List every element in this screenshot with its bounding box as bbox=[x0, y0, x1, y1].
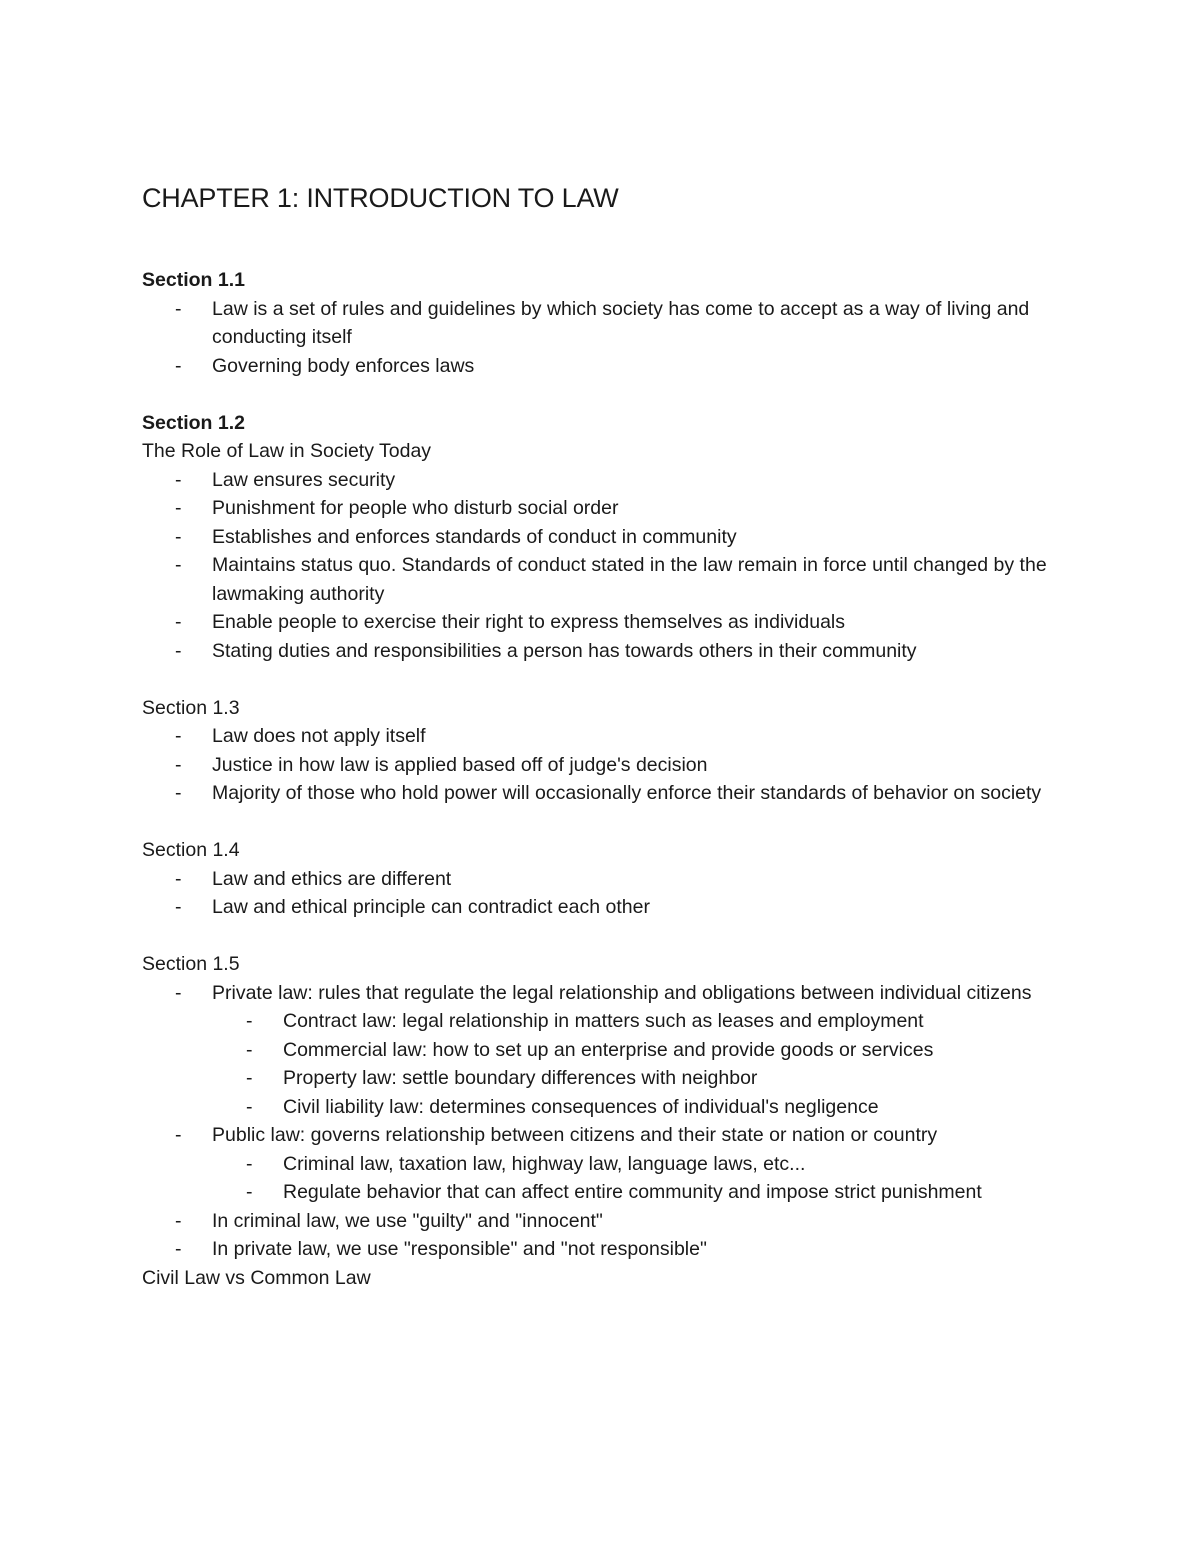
list-item-text: Contract law: legal relationship in matters such as leases and employment bbox=[283, 1010, 924, 1032]
nested-list-item bbox=[142, 1150, 1102, 1179]
section-heading: Section 1.1 bbox=[142, 269, 245, 291]
bullet-list bbox=[142, 722, 1102, 808]
list-item-text: Property law: settle boundary differences with neighbor bbox=[283, 1067, 758, 1089]
list-item-text: Governing body enforces laws bbox=[212, 354, 475, 377]
list-item-text: Law is a set of rules and guidelines by which society has come to accept as a way of living and conducting itself bbox=[212, 297, 1030, 348]
list-item bbox=[142, 1207, 1102, 1236]
list-item-text: Private law: rules that regulate the legal relationship and obligations between individual citizens bbox=[212, 981, 1032, 1004]
section-heading: Section 1.3 bbox=[142, 696, 240, 719]
section-heading: Section 1.2 bbox=[142, 411, 245, 434]
section-1-2 bbox=[142, 409, 1102, 666]
section-1-1 bbox=[142, 266, 1102, 380]
list-item bbox=[142, 551, 1102, 608]
list-item-text: In criminal law, we use "guilty" and "innocent" bbox=[212, 1209, 603, 1232]
list-item-text: Commercial law: how to set up an enterprise and provide goods or services bbox=[283, 1038, 934, 1061]
list-item bbox=[142, 466, 1102, 495]
section-1-3 bbox=[142, 694, 1102, 808]
list-item-text: Law and ethical principle can contradict each other bbox=[212, 896, 650, 918]
dash-bullet: - bbox=[246, 1095, 253, 1118]
list-item bbox=[142, 1235, 1102, 1264]
bullet-list bbox=[142, 466, 1102, 666]
list-item-text: Regulate behavior that can affect entire community and impose strict punishment bbox=[283, 1181, 982, 1203]
list-item bbox=[142, 722, 1102, 751]
nested-bullet-list bbox=[142, 1007, 1102, 1121]
dash-bullet: - bbox=[246, 1067, 253, 1089]
dash-bullet: - bbox=[175, 497, 182, 519]
section-heading: Section 1.5 bbox=[142, 953, 240, 975]
list-item-text: Punishment for people who disturb social order bbox=[212, 497, 619, 519]
list-item-text: Justice in how law is applied based off of judge's decision bbox=[212, 753, 708, 776]
dash-bullet: - bbox=[175, 1124, 182, 1146]
nested-list-item bbox=[142, 1064, 1102, 1093]
nested-list-item bbox=[142, 1036, 1102, 1065]
nested-list-item bbox=[142, 1178, 1102, 1207]
list-item bbox=[142, 494, 1102, 523]
list-item bbox=[142, 979, 1102, 1008]
list-item-text: Law does not apply itself bbox=[212, 725, 426, 747]
chapter-title: CHAPTER 1: INTRODUCTION TO LAW bbox=[142, 183, 619, 213]
bullet-list bbox=[142, 1207, 1102, 1264]
list-item bbox=[142, 1121, 1102, 1150]
dash-bullet: - bbox=[175, 525, 182, 548]
section-1-4 bbox=[142, 836, 1102, 922]
document-page bbox=[142, 178, 1102, 1321]
list-item-text: Public law: governs relationship between citizens and their state or nation or country bbox=[212, 1124, 938, 1146]
section-heading: Section 1.4 bbox=[142, 839, 240, 861]
section-subheading: The Role of Law in Society Today bbox=[142, 440, 432, 462]
dash-bullet: - bbox=[175, 554, 182, 576]
dash-bullet: - bbox=[175, 354, 182, 377]
bullet-list bbox=[142, 979, 1102, 1008]
dash-bullet: - bbox=[175, 468, 182, 491]
dash-bullet: - bbox=[175, 639, 182, 662]
dash-bullet: - bbox=[175, 867, 182, 890]
dash-bullet: - bbox=[246, 1181, 253, 1203]
list-item-text: Enable people to exercise their right to express themselves as individuals bbox=[212, 611, 846, 633]
list-item bbox=[142, 523, 1102, 552]
nested-list-item bbox=[142, 1007, 1102, 1036]
list-item-text: Law and ethics are different bbox=[212, 867, 452, 890]
dash-bullet: - bbox=[246, 1152, 253, 1175]
bullet-list bbox=[142, 1121, 1102, 1150]
list-item bbox=[142, 608, 1102, 637]
list-item bbox=[142, 295, 1102, 352]
list-item-text: Civil liability law: determines consequences of individual's negligence bbox=[283, 1095, 879, 1118]
list-item-text: Stating duties and responsibilities a person has towards others in their community bbox=[212, 639, 917, 662]
dash-bullet: - bbox=[175, 725, 182, 747]
list-item-text: Criminal law, taxation law, highway law, language laws, etc... bbox=[283, 1152, 806, 1175]
list-item-text: In private law, we use "responsible" and "not responsible" bbox=[212, 1238, 707, 1260]
list-item bbox=[142, 637, 1102, 666]
dash-bullet: - bbox=[175, 896, 182, 918]
list-item bbox=[142, 352, 1102, 381]
list-item bbox=[142, 865, 1102, 894]
list-item-text: Establishes and enforces standards of conduct in community bbox=[212, 525, 737, 548]
section-1-5 bbox=[142, 950, 1102, 1292]
dash-bullet: - bbox=[175, 1209, 182, 1232]
dash-bullet: - bbox=[175, 981, 182, 1004]
dash-bullet: - bbox=[175, 1238, 182, 1260]
dash-bullet: - bbox=[246, 1010, 253, 1032]
trailing-heading: Civil Law vs Common Law bbox=[142, 1266, 371, 1289]
dash-bullet: - bbox=[246, 1038, 253, 1061]
list-item bbox=[142, 893, 1102, 922]
list-item-text: Law ensures security bbox=[212, 468, 396, 491]
list-item bbox=[142, 779, 1102, 808]
bullet-list bbox=[142, 865, 1102, 922]
list-item bbox=[142, 751, 1102, 780]
dash-bullet: - bbox=[175, 611, 182, 633]
nested-bullet-list bbox=[142, 1150, 1102, 1207]
bullet-list bbox=[142, 295, 1102, 381]
dash-bullet: - bbox=[175, 782, 182, 804]
list-item-text: Maintains status quo. Standards of conduct stated in the law remain in force until changed by the lawmaking authority bbox=[212, 554, 1047, 605]
list-item-text: Majority of those who hold power will occasionally enforce their standards of behavior on society bbox=[212, 782, 1042, 804]
dash-bullet: - bbox=[175, 297, 182, 320]
nested-list-item bbox=[142, 1093, 1102, 1122]
dash-bullet: - bbox=[175, 753, 182, 776]
